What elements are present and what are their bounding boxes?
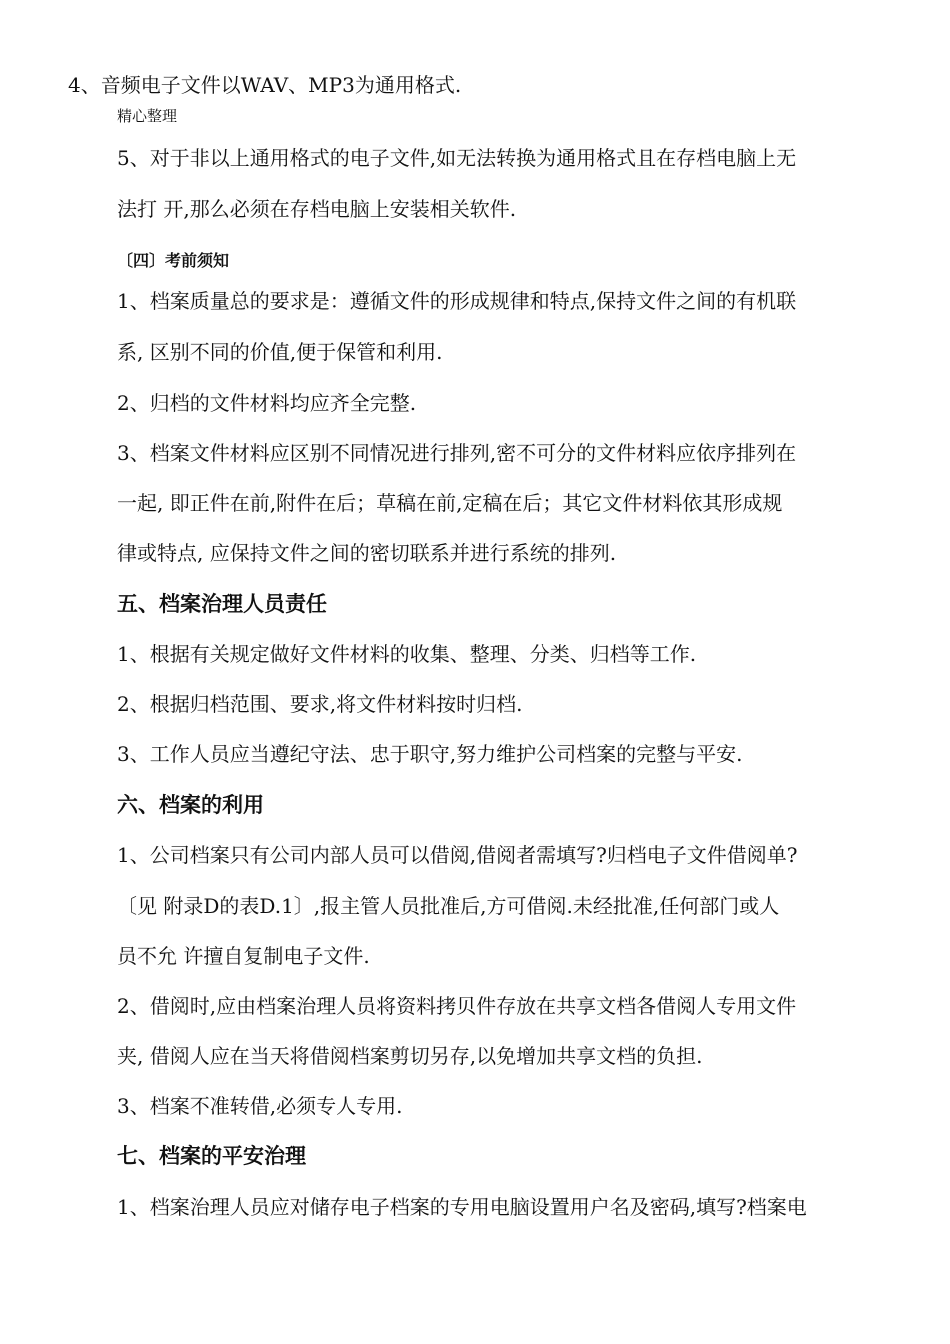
- paragraph-line: 一起, 即正件在前,附件在后；草稿在前,定稿在后；其它文件材料依其形成规: [117, 491, 783, 515]
- paragraph-line: 员不允 许擅自复制电子文件.: [117, 944, 370, 968]
- paragraph-line: 系, 区别不同的价值,便于保管和利用.: [117, 340, 443, 364]
- section-heading: 六、档案的利用: [117, 793, 264, 817]
- paragraph-line: 2、归档的文件材料均应齐全完整.: [117, 391, 417, 415]
- paragraph-line: 2、借阅时,应由档案治理人员将资料拷贝件存放在共享文档各借阅人专用文件: [117, 994, 797, 1018]
- paragraph-line: 1、档案质量总的要求是：遵循文件的形成规律和特点,保持文件之间的有机联: [117, 289, 797, 313]
- paragraph-line: 1、公司档案只有公司内部人员可以借阅,借阅者需填写?归档电子文件借阅单?: [117, 843, 798, 867]
- paragraph-line: 1、档案治理人员应对储存电子档案的专用电脑设置用户名及密码,填写?档案电: [117, 1195, 807, 1219]
- paragraph-line: 夹, 借阅人应在当天将借阅档案剪切另存,以免增加共享文档的负担.: [117, 1044, 703, 1068]
- section-heading: 七、档案的平安治理: [117, 1144, 306, 1168]
- section-heading: 五、档案治理人员责任: [117, 592, 327, 616]
- paragraph-line: 律或特点, 应保持文件之间的密切联系并进行系统的排列.: [117, 541, 617, 565]
- paragraph-line: 4、音频电子文件以WAV、MP3为通用格式.: [68, 73, 462, 97]
- subsection-heading: 〔四〕考前须知: [117, 251, 230, 270]
- paragraph-line: 〔见 附录D的表D.1〕,报主管人员批准后,方可借阅.未经批准,任何部门或人: [117, 894, 780, 918]
- paragraph-line: 3、工作人员应当遵纪守法、忠于职守,努力维护公司档案的完整与平安.: [117, 742, 743, 766]
- watermark-note: 精心整理: [117, 107, 178, 125]
- paragraph-line: 1、根据有关规定做好文件材料的收集、整理、分类、归档等工作.: [117, 642, 697, 666]
- paragraph-line: 法打 开,那么必须在存档电脑上安装相关软件.: [117, 197, 517, 221]
- paragraph-line: 3、档案文件材料应区别不同情况进行排列,密不可分的文件材料应依序排列在: [117, 441, 797, 465]
- paragraph-line: 2、根据归档范围、要求,将文件材料按时归档.: [117, 692, 523, 716]
- paragraph-line: 3、档案不准转借,必须专人专用.: [117, 1094, 403, 1118]
- paragraph-line: 5、对于非以上通用格式的电子文件,如无法转换为通用格式且在存档电脑上无: [117, 146, 797, 170]
